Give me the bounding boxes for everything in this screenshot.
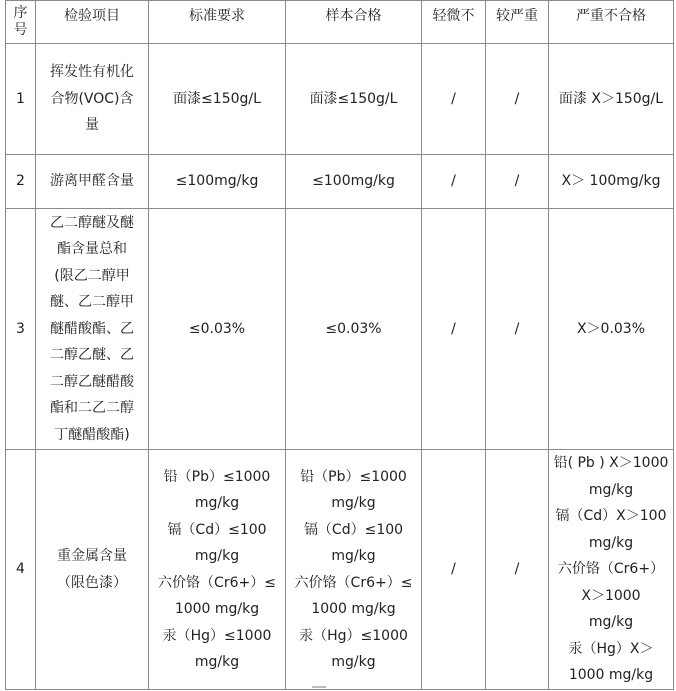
row-index: 4	[6, 450, 36, 690]
critical-cell	[549, 209, 674, 450]
header-critical: 严重不合格	[549, 1, 674, 44]
cell-line: （限色漆）	[57, 574, 127, 591]
cell-line: X＞1000	[581, 587, 641, 604]
cell-line: 铅（Pb）≤1000	[163, 468, 271, 485]
cell-line: ≤0.03%	[325, 320, 382, 337]
cell-line: 酯和二乙二醇	[50, 400, 134, 417]
cell-line: mg/kg	[194, 654, 240, 670]
cell-line: X＞0.03%	[576, 320, 646, 337]
cell-line: 游离甲醛含量	[50, 173, 134, 190]
cell-line: mg/kg	[194, 495, 240, 511]
cell-line: 丁醚醋酸酯)	[54, 426, 130, 443]
sample-cell	[286, 450, 422, 690]
cell-line: ≤0.03%	[188, 320, 246, 337]
cell-line: 镉（Cd）X＞100	[555, 508, 667, 525]
cell-line: 六价铬（Cr6+）≤	[294, 574, 413, 591]
cell-line: (限乙二醇甲	[54, 267, 130, 284]
standard-cell	[149, 155, 286, 209]
major-cell: /	[486, 155, 549, 209]
inspection-table	[5, 0, 674, 690]
minor-cell: /	[422, 155, 486, 209]
row-index: 1	[6, 44, 36, 155]
cell-line: 汞（Hg）≤1000	[162, 627, 272, 644]
cell-line: mg/kg	[588, 614, 634, 631]
header-major: 较严重	[486, 1, 549, 44]
minor-cell: /	[422, 450, 486, 690]
cell-line: 镉（Cd）≤100	[167, 521, 267, 538]
cell-line: 重金属含量	[57, 548, 127, 564]
item-cell	[36, 44, 149, 155]
critical-cell	[549, 450, 674, 690]
standard-cell	[149, 209, 286, 450]
cell-line: mg/kg	[588, 481, 634, 498]
cell-line: 铅（Pb）≤1000	[300, 468, 407, 485]
cell-line: 1000 mg/kg	[568, 667, 654, 684]
sample-cell	[286, 209, 422, 450]
header-standard: 标准要求	[149, 1, 286, 44]
minor-cell: /	[422, 209, 486, 450]
table-row	[6, 450, 674, 690]
major-cell: /	[486, 209, 549, 450]
header-index: 序号	[6, 1, 36, 44]
critical-cell	[549, 155, 674, 209]
cell-line: 合物(VOC)含	[50, 90, 134, 107]
cell-line: mg/kg	[331, 654, 376, 670]
cell-line: 酯含量总和	[57, 241, 127, 258]
major-cell: /	[486, 450, 549, 690]
header-minor: 轻微不	[422, 1, 486, 44]
cell-line: 镉（Cd）≤100	[303, 521, 404, 538]
standard-cell	[149, 450, 286, 690]
sample-cell	[286, 44, 422, 155]
cell-line: 1000 mg/kg	[311, 601, 396, 617]
header-item: 检验项目	[36, 1, 149, 44]
cell-line: 六价铬（Cr6+）≤	[158, 574, 276, 591]
cell-line: mg/kg	[588, 534, 634, 551]
table-row	[6, 155, 674, 209]
cell-line: 乙二醇醚及醚	[50, 214, 134, 231]
item-cell	[36, 155, 149, 209]
critical-cell	[549, 44, 674, 155]
cell-line: 汞（Hg）X＞	[568, 640, 654, 657]
cell-line: 面漆 X＞150g/L	[558, 90, 664, 107]
cell-line: 量	[85, 117, 99, 134]
table-row	[6, 209, 674, 450]
row-index: 3	[6, 209, 36, 450]
cell-line: 醚醋酸酯、乙	[50, 320, 134, 337]
item-cell	[36, 209, 149, 450]
row-index: 2	[6, 155, 36, 209]
cell-line: mg/kg	[331, 495, 376, 511]
cell-line: 醚、乙二醇甲	[50, 294, 134, 311]
cell-line: 面漆≤150g/L	[309, 90, 398, 107]
sample-cell	[286, 155, 422, 209]
standard-cell	[149, 44, 286, 155]
cell-line: 面漆≤150g/L	[173, 90, 261, 107]
cell-line: 挥发性有机化	[50, 64, 134, 81]
divider	[312, 686, 326, 688]
minor-cell: /	[422, 44, 486, 155]
cell-line: 铅( Pb ) X＞1000	[553, 455, 669, 472]
table-row	[6, 44, 674, 155]
cell-line: 二醇乙醚醋酸	[50, 373, 134, 390]
cell-line: 汞（Hg）≤1000	[299, 627, 408, 644]
cell-line: 1000 mg/kg	[174, 601, 260, 617]
cell-line: 六价铬（Cr6+）	[557, 561, 665, 578]
major-cell: /	[486, 44, 549, 155]
header-sample: 样本合格	[286, 1, 422, 44]
item-cell	[36, 450, 149, 690]
cell-line: X＞ 100mg/kg	[561, 173, 661, 190]
cell-line: 二醇乙醚、乙	[50, 347, 134, 364]
cell-line: mg/kg	[194, 548, 240, 564]
cell-line: ≤100mg/kg	[175, 173, 259, 190]
cell-line: mg/kg	[331, 548, 376, 564]
header-row	[6, 1, 674, 44]
cell-line: ≤100mg/kg	[312, 173, 395, 190]
